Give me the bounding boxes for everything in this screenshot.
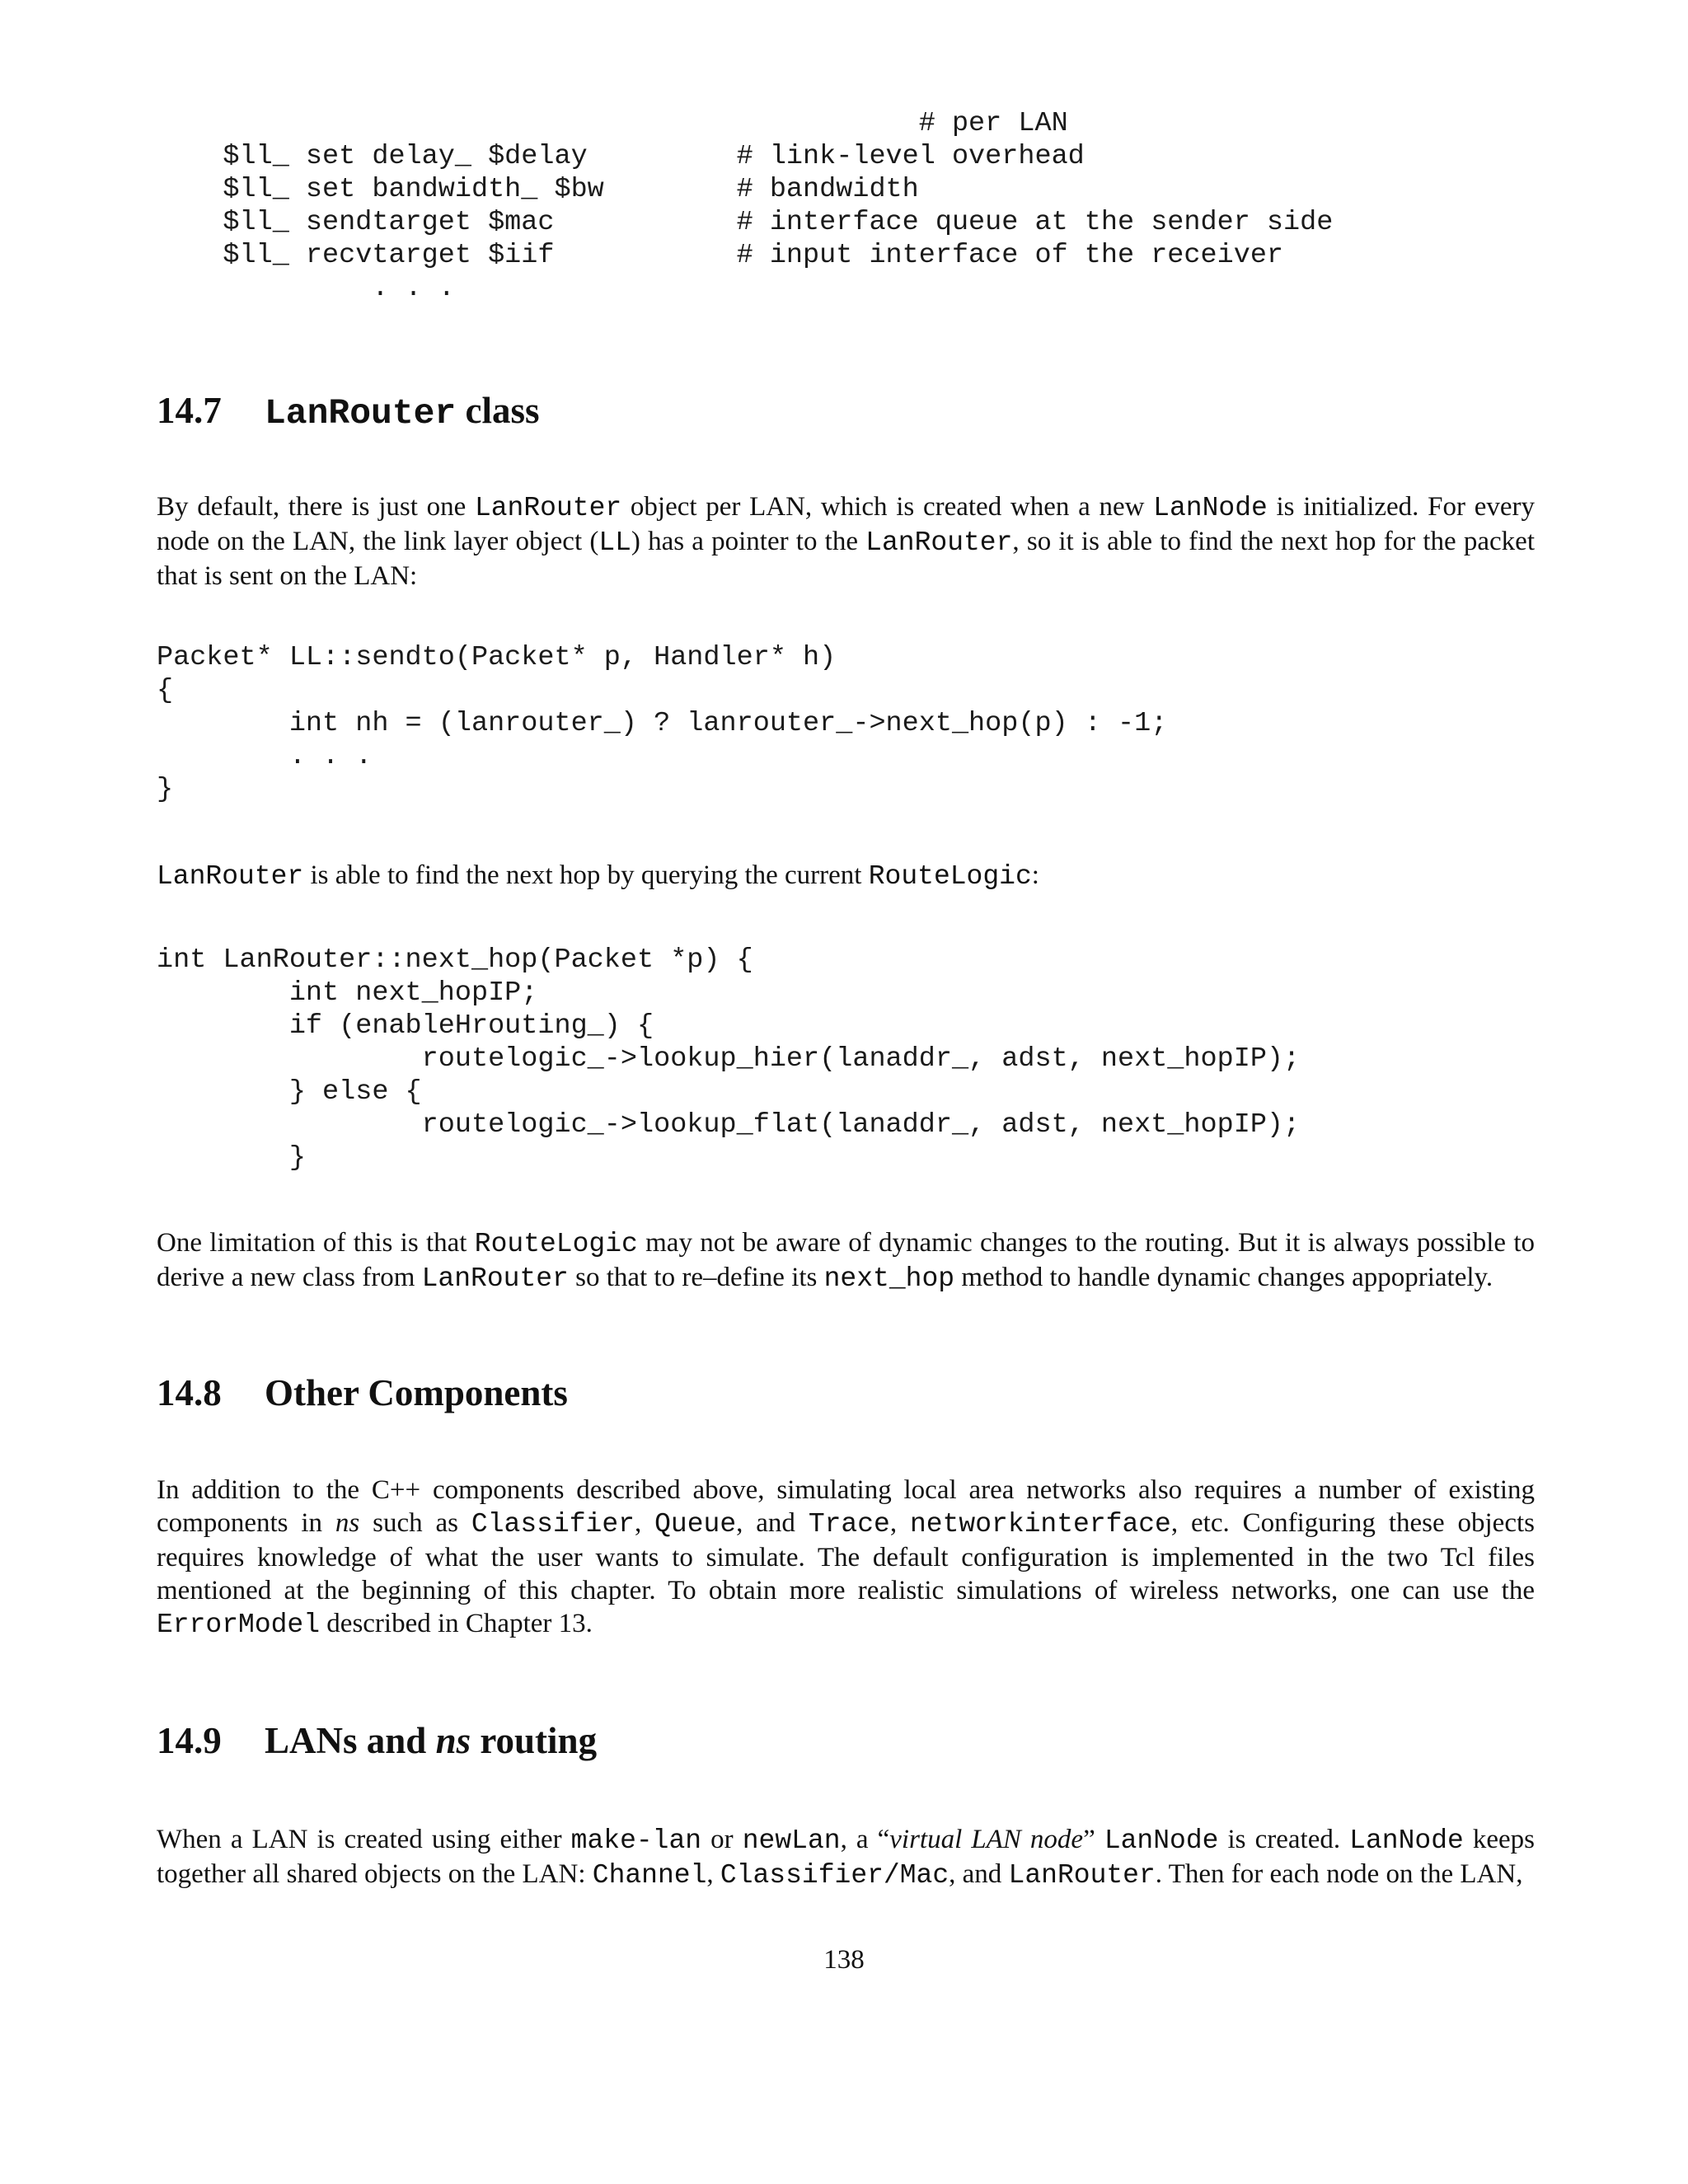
- text: , and: [949, 1859, 1009, 1889]
- text: ,: [706, 1859, 720, 1889]
- paragraph-lanrouter-intro: [157, 490, 1535, 593]
- inline-code: Queue: [654, 1509, 737, 1540]
- text: ,: [634, 1508, 655, 1538]
- paragraph-other-components: [157, 1474, 1535, 1642]
- italic-text: virtual LAN node: [889, 1825, 1084, 1854]
- code-block-ll-config: [157, 107, 1333, 305]
- section-title-italic: ns: [435, 1720, 471, 1761]
- text: , so it is able to find the next hop for the packet that is sent on the LAN:: [157, 527, 1535, 591]
- code-line: int LanRouter::next_hop(Packet *p) {: [157, 944, 753, 976]
- code-line: . . .: [157, 741, 373, 772]
- code-line: routelogic_->lookup_flat(lanaddr_, adst, next_hopIP);: [157, 1109, 1301, 1141]
- page-number: 138: [823, 1945, 865, 1975]
- code-line: Packet* LL::sendto(Packet* p, Handler* h): [157, 642, 837, 673]
- text: One limitation of this is that: [157, 1228, 475, 1258]
- text: is able to find the next hop by querying the current: [303, 860, 869, 890]
- inline-code: Classifier: [471, 1509, 635, 1540]
- text: In addition to the C++ components described above, simulating local area networks also requires a number of existing components in: [157, 1475, 1535, 1538]
- text: is initialized. For every node on the LAN, the link layer object (: [157, 492, 1535, 556]
- text: so that to re–define its: [568, 1263, 824, 1292]
- text: keeps together all shared objects on the LAN:: [157, 1825, 1536, 1889]
- code-line: int nh = (lanrouter_) ? lanrouter_->next_hop(p) : -1;: [157, 708, 1168, 739]
- code-line: $ll_ set delay_ $delay # link-level overhead: [157, 141, 1085, 172]
- section-title: class: [456, 390, 540, 431]
- code-line: }: [157, 774, 174, 805]
- inline-code: next_hop: [823, 1263, 955, 1294]
- code-line: if (enableHrouting_) {: [157, 1010, 654, 1042]
- inline-code: LanNode: [1349, 1825, 1464, 1856]
- code-line: }: [157, 1142, 306, 1174]
- inline-code: LanRouter: [421, 1263, 569, 1294]
- section-title-code: LanRouter: [265, 393, 457, 434]
- inline-code: make-lan: [570, 1825, 702, 1856]
- section-title: Other Components: [265, 1372, 568, 1413]
- section-title: routing: [471, 1720, 598, 1761]
- inline-code: LanRouter: [157, 861, 304, 892]
- section-number: 14.7: [157, 390, 222, 431]
- section-heading-14-9: [157, 1719, 597, 1762]
- text: . Then for each node on the LAN,: [1155, 1859, 1523, 1889]
- inline-code: Trace: [808, 1509, 890, 1540]
- inline-code: RouteLogic: [868, 861, 1032, 892]
- inline-code: newLan: [742, 1825, 841, 1856]
- inline-code: Channel: [592, 1860, 707, 1891]
- inline-code: Classifier/Mac: [720, 1860, 950, 1891]
- text: may not be aware of dynamic changes to the routing. But it is always possible to derive a new class from: [157, 1228, 1536, 1292]
- code-block-sendto: [157, 641, 1167, 806]
- text: is created.: [1218, 1825, 1350, 1854]
- code-line: int next_hopIP;: [157, 977, 538, 1009]
- inline-code: ErrorModel: [157, 1610, 321, 1640]
- text: method to handle dynamic changes appopriately.: [954, 1263, 1493, 1292]
- code-block-next-hop: [157, 944, 1300, 1174]
- inline-code: LanNode: [1153, 493, 1268, 523]
- paragraph-lans-routing: [157, 1823, 1535, 1892]
- code-line: . . .: [157, 273, 455, 304]
- code-line: {: [157, 675, 174, 706]
- text: ,: [889, 1508, 910, 1538]
- paragraph-routelogic: [157, 859, 1535, 893]
- code-line: $ll_ set bandwidth_ $bw # bandwidth: [157, 174, 919, 205]
- paragraph-limitation: [157, 1226, 1535, 1296]
- italic-text: ns: [335, 1508, 360, 1538]
- code-line: routelogic_->lookup_hier(lanaddr_, adst, next_hopIP);: [157, 1043, 1301, 1075]
- code-line: $ll_ recvtarget $iif # input interface of the receiver: [157, 240, 1284, 271]
- code-line: $ll_ sendtarget $mac # interface queue at the sender side: [157, 207, 1334, 238]
- inline-code: LanRouter: [474, 493, 622, 523]
- text: , a “: [840, 1825, 890, 1854]
- text: such as: [359, 1508, 471, 1538]
- section-number: 14.9: [157, 1720, 222, 1761]
- text: ) has a pointer to the: [631, 527, 866, 556]
- inline-code: RouteLogic: [474, 1229, 638, 1259]
- text: described in Chapter 13.: [320, 1609, 593, 1638]
- section-heading-14-8: [157, 1371, 568, 1414]
- text: , and: [736, 1508, 809, 1538]
- inline-code: LanRouter: [865, 527, 1013, 558]
- section-heading-14-7: [157, 389, 540, 434]
- section-title: LANs and: [265, 1720, 436, 1761]
- text: By default, there is just one: [157, 492, 475, 522]
- inline-code: networkinterface: [910, 1509, 1171, 1540]
- code-line: # per LAN: [157, 108, 1068, 139]
- inline-code: LanNode: [1104, 1825, 1219, 1856]
- code-line: } else {: [157, 1076, 422, 1108]
- text: object per LAN, which is created when a new: [621, 492, 1154, 522]
- text: , etc. Configuring these objects requires knowledge of what the user wants to simulate. The default configuration is implemented in the two Tcl files mentioned at the beginning of this chapter. To obtain more realistic simulations of wireless networks, one can use the: [157, 1508, 1535, 1605]
- inline-code: LanRouter: [1008, 1860, 1156, 1891]
- text: :: [1031, 860, 1039, 890]
- text: When a LAN is created using either: [157, 1825, 571, 1854]
- text: or: [701, 1825, 743, 1854]
- text: ”: [1083, 1825, 1104, 1854]
- inline-code: LL: [598, 527, 631, 558]
- section-number: 14.8: [157, 1372, 222, 1413]
